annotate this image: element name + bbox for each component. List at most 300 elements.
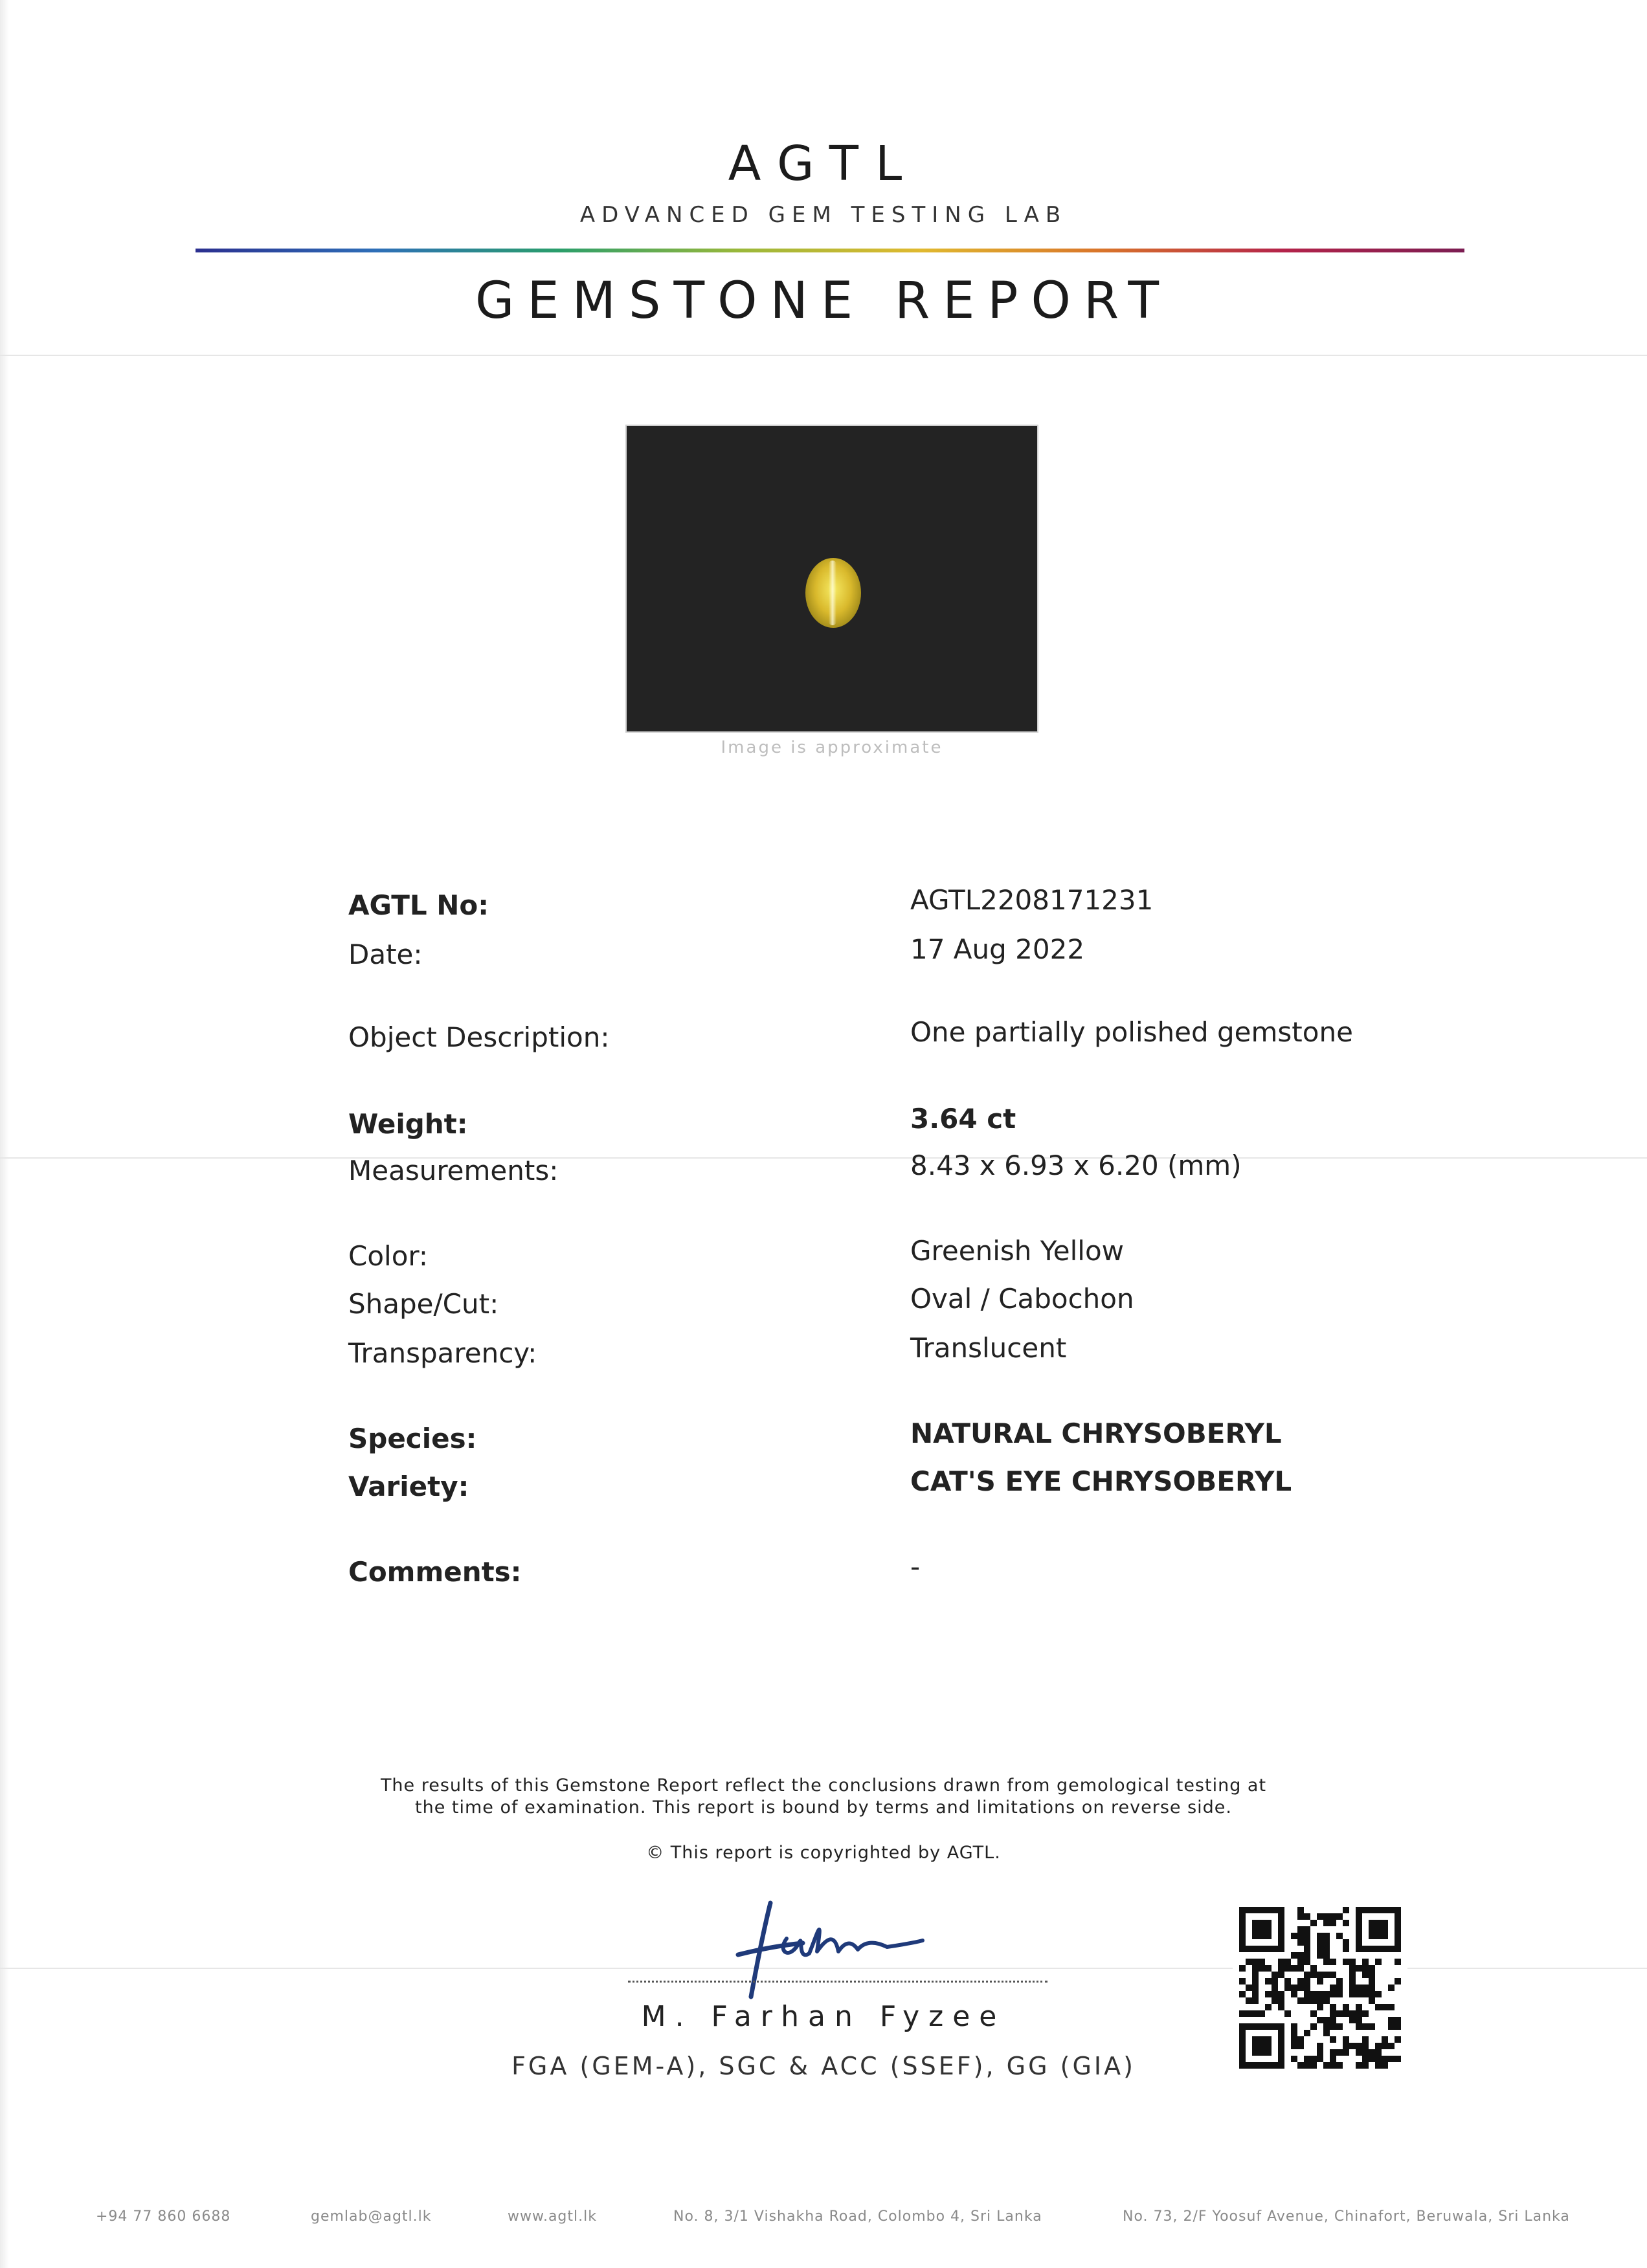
qr-module xyxy=(1343,2010,1349,2017)
qr-module xyxy=(1284,1984,1291,1991)
qr-module xyxy=(1369,1965,1375,1972)
qr-module xyxy=(1297,1933,1304,1939)
qr-module xyxy=(1330,1913,1336,1920)
qr-module xyxy=(1310,1965,1317,1972)
qr-module xyxy=(1291,2030,1297,2036)
qr-module xyxy=(1239,1920,1246,1926)
footer-email: gemlab@agtl.lk xyxy=(311,2208,432,2225)
qr-module xyxy=(1323,2017,1330,2023)
qr-module xyxy=(1291,1933,1297,1939)
qr-module xyxy=(1323,1946,1330,1952)
qr-module xyxy=(1297,1939,1304,1946)
qr-module xyxy=(1382,1933,1388,1939)
qr-module xyxy=(1239,1926,1246,1933)
lab-name: AGTL xyxy=(728,136,919,192)
qr-module xyxy=(1362,1959,1369,1965)
qr-module xyxy=(1252,1997,1259,2004)
qr-module xyxy=(1265,1965,1272,1972)
qr-module xyxy=(1369,1920,1375,1926)
qr-module xyxy=(1278,1913,1284,1920)
qr-module xyxy=(1304,1997,1310,2004)
qr-module xyxy=(1349,2010,1356,2017)
qr-module xyxy=(1239,1991,1246,1997)
qr-module xyxy=(1395,1926,1401,1933)
qr-module xyxy=(1278,1972,1284,1978)
qr-module xyxy=(1278,2036,1284,2043)
fold-line xyxy=(0,355,1647,356)
lab-full-name: ADVANCED GEM TESTING LAB xyxy=(579,202,1068,228)
qr-module xyxy=(1362,2043,1369,2049)
qr-module xyxy=(1395,1946,1401,1952)
qr-module xyxy=(1317,2017,1323,2023)
qr-module xyxy=(1278,1907,1284,1913)
field-label-color: Color: xyxy=(348,1240,429,1272)
qr-module xyxy=(1265,1933,1272,1939)
scan-edge xyxy=(0,0,9,2268)
qr-module xyxy=(1356,2049,1362,2056)
qr-module xyxy=(1323,1959,1330,1965)
qr-module xyxy=(1297,2043,1304,2049)
qr-module xyxy=(1291,2036,1297,2043)
qr-module xyxy=(1297,1965,1304,1972)
qr-module xyxy=(1272,1984,1278,1991)
qr-module xyxy=(1239,2023,1246,2030)
qr-module xyxy=(1278,1959,1284,1965)
qr-module xyxy=(1323,1913,1330,1920)
qr-module xyxy=(1323,2062,1330,2069)
qr-module xyxy=(1252,1907,1259,1913)
qr-module xyxy=(1291,2056,1297,2062)
qr-module xyxy=(1259,1965,1265,1972)
qr-module xyxy=(1304,2030,1310,2036)
field-label-shape-cut: Shape/Cut: xyxy=(348,1288,499,1320)
qr-module xyxy=(1317,1933,1323,1939)
qr-module xyxy=(1369,1991,1375,1997)
qr-module xyxy=(1375,1907,1382,1913)
qr-module xyxy=(1323,1939,1330,1946)
qr-module xyxy=(1336,2023,1343,2030)
qr-module xyxy=(1304,1946,1310,1952)
qr-module xyxy=(1388,2017,1395,2023)
field-label-date: Date: xyxy=(348,939,423,970)
qr-module xyxy=(1336,2049,1343,2056)
qr-module xyxy=(1330,1991,1336,1997)
qr-module xyxy=(1239,2062,1246,2069)
field-value-transparency: Translucent xyxy=(910,1332,1067,1364)
qr-module xyxy=(1382,1946,1388,1952)
qr-module xyxy=(1297,1984,1304,1991)
qr-module xyxy=(1259,2023,1265,2030)
qr-module xyxy=(1272,1907,1278,1913)
qr-module xyxy=(1259,1926,1265,1933)
qr-module xyxy=(1272,1997,1278,2004)
qr-module xyxy=(1375,2056,1382,2062)
qr-module xyxy=(1252,2043,1259,2049)
qr-module xyxy=(1246,1907,1252,1913)
qr-module xyxy=(1369,1907,1375,1913)
qr-module xyxy=(1304,1991,1310,1997)
copyright-notice: © This report is copyrighted by AGTL. xyxy=(646,1843,1001,1863)
qr-module xyxy=(1382,2056,1388,2062)
qr-module xyxy=(1246,1959,1252,1965)
qr-module xyxy=(1317,2049,1323,2056)
qr-module xyxy=(1356,2010,1362,2017)
qr-module xyxy=(1362,2023,1369,2030)
fold-line xyxy=(0,1157,1647,1159)
qr-module xyxy=(1369,1933,1375,1939)
qr-module xyxy=(1317,1939,1323,1946)
qr-module xyxy=(1239,1939,1246,1946)
qr-module xyxy=(1259,2043,1265,2049)
qr-module xyxy=(1297,2036,1304,2043)
qr-module xyxy=(1317,1991,1323,1997)
field-value-comments: - xyxy=(910,1551,921,1583)
field-value-variety: CAT'S EYE CHRYSOBERYL xyxy=(910,1465,1292,1497)
qr-module xyxy=(1330,2056,1336,2062)
qr-module xyxy=(1343,1920,1349,1926)
qr-module xyxy=(1375,2062,1382,2069)
qr-module xyxy=(1278,1920,1284,1926)
qr-module xyxy=(1304,2056,1310,2062)
qr-module xyxy=(1252,1978,1259,1984)
qr-module xyxy=(1369,2049,1375,2056)
qr-module xyxy=(1382,2036,1388,2043)
qr-module xyxy=(1382,2043,1388,2049)
qr-module xyxy=(1375,1991,1382,1997)
qr-module xyxy=(1310,2010,1317,2017)
qr-module xyxy=(1369,1978,1375,1984)
qr-module xyxy=(1278,1946,1284,1952)
qr-module xyxy=(1291,2023,1297,2030)
qr-module xyxy=(1388,1946,1395,1952)
qr-module xyxy=(1375,1926,1382,1933)
qr-module xyxy=(1265,1920,1272,1926)
qr-module xyxy=(1272,1978,1278,1984)
qr-module xyxy=(1265,2049,1272,2056)
qr-module xyxy=(1239,2010,1246,2017)
disclaimer-line: the time of examination. This report is bound by terms and limitations on reverse side. xyxy=(415,1797,1232,1818)
qr-module xyxy=(1349,1978,1356,1984)
qr-module xyxy=(1284,1959,1291,1965)
qr-module xyxy=(1323,1972,1330,1978)
qr-module xyxy=(1375,2043,1382,2049)
qr-module xyxy=(1291,1965,1297,1972)
qr-module xyxy=(1284,2010,1291,2017)
field-label-comments: Comments: xyxy=(348,1556,522,1588)
qr-module xyxy=(1252,1920,1259,1926)
qr-module xyxy=(1252,2036,1259,2043)
field-value-weight: 3.64 ct xyxy=(910,1103,1016,1135)
qr-module xyxy=(1239,1965,1246,1972)
qr-module xyxy=(1356,1965,1362,1972)
qr-module xyxy=(1382,2004,1388,2010)
qr-module xyxy=(1278,2056,1284,2062)
qr-module xyxy=(1323,1920,1330,1926)
qr-module xyxy=(1246,1946,1252,1952)
qr-module xyxy=(1375,1959,1382,1965)
qr-module xyxy=(1343,2004,1349,2010)
field-label-object-description: Object Description: xyxy=(348,1021,610,1053)
qr-module xyxy=(1265,2036,1272,2043)
qr-module xyxy=(1310,2023,1317,2030)
qr-module xyxy=(1369,1984,1375,1991)
qr-module xyxy=(1330,2017,1336,2023)
qr-module xyxy=(1304,1939,1310,1946)
qr-module xyxy=(1259,2010,1265,2017)
qr-module xyxy=(1362,1965,1369,1972)
qr-module xyxy=(1395,1939,1401,1946)
qr-module xyxy=(1265,1991,1272,1997)
qr-module xyxy=(1272,1946,1278,1952)
qr-module xyxy=(1317,1913,1323,1920)
qr-module xyxy=(1252,1984,1259,1991)
qr-module xyxy=(1265,1926,1272,1933)
report-title: GEMSTONE REPORT xyxy=(475,272,1172,330)
qr-module xyxy=(1252,1965,1259,1972)
qr-module xyxy=(1356,1933,1362,1939)
qr-module xyxy=(1382,1926,1388,1933)
qr-module xyxy=(1297,2062,1304,2069)
qr-module xyxy=(1259,2062,1265,2069)
qr-module xyxy=(1330,2049,1336,2056)
qr-module xyxy=(1336,1991,1343,1997)
qr-module xyxy=(1395,1959,1401,1965)
qr-code[interactable] xyxy=(1233,1900,1407,2075)
qr-module xyxy=(1297,1959,1304,1965)
qr-module xyxy=(1382,2062,1388,2069)
qr-module xyxy=(1239,2036,1246,2043)
qr-module xyxy=(1265,1907,1272,1913)
qr-module xyxy=(1278,1997,1284,2004)
qr-module xyxy=(1304,1984,1310,1991)
qr-module xyxy=(1252,1933,1259,1939)
qr-module xyxy=(1388,2004,1395,2010)
qr-module xyxy=(1304,1972,1310,1978)
qr-module xyxy=(1336,1913,1343,1920)
qr-module xyxy=(1304,1933,1310,1939)
qr-module xyxy=(1310,1972,1317,1978)
qr-module xyxy=(1317,2043,1323,2049)
qr-module xyxy=(1362,1946,1369,1952)
qr-module xyxy=(1252,2023,1259,2030)
qr-module xyxy=(1304,1952,1310,1959)
qr-module xyxy=(1356,2043,1362,2049)
qr-module xyxy=(1323,1997,1330,2004)
spectrum-divider xyxy=(196,249,1464,252)
qr-module xyxy=(1375,2049,1382,2056)
qr-module xyxy=(1343,2049,1349,2056)
qr-module xyxy=(1323,1991,1330,1997)
qr-module xyxy=(1369,1946,1375,1952)
qr-module xyxy=(1356,1907,1362,1913)
qr-module xyxy=(1265,2004,1272,2010)
qr-module xyxy=(1278,1926,1284,1933)
qr-module xyxy=(1330,2010,1336,2017)
qr-module xyxy=(1252,1972,1259,1978)
qr-module xyxy=(1395,1913,1401,1920)
qr-module xyxy=(1278,1965,1284,1972)
qr-module xyxy=(1291,2043,1297,2049)
qr-module xyxy=(1330,2023,1336,2030)
qr-module xyxy=(1330,2004,1336,2010)
qr-module xyxy=(1317,1972,1323,1978)
qr-module xyxy=(1291,1991,1297,1997)
footer-phone: +94 77 860 6688 xyxy=(96,2208,231,2225)
qr-module xyxy=(1356,2023,1362,2030)
qr-module xyxy=(1395,2056,1401,2062)
qr-module xyxy=(1297,1907,1304,1913)
qr-module xyxy=(1395,1978,1401,1984)
qr-module xyxy=(1349,1972,1356,1978)
signature-line xyxy=(628,1981,1048,1983)
qr-module xyxy=(1375,1946,1382,1952)
qr-module xyxy=(1239,1913,1246,1920)
qr-module xyxy=(1362,2062,1369,2069)
qr-module xyxy=(1246,2010,1252,2017)
qr-module xyxy=(1278,1991,1284,1997)
field-value-date: 17 Aug 2022 xyxy=(910,933,1085,965)
qr-module xyxy=(1362,1984,1369,1991)
qr-module xyxy=(1259,2049,1265,2056)
qr-module xyxy=(1356,1939,1362,1946)
qr-module xyxy=(1356,1926,1362,1933)
disclaimer xyxy=(0,1775,1647,1819)
qr-module xyxy=(1317,1952,1323,1959)
qr-module xyxy=(1317,1997,1323,2004)
field-value-measurements: 8.43 x 6.93 x 6.20 (mm) xyxy=(910,1150,1242,1181)
qr-module xyxy=(1369,1972,1375,1978)
qr-module xyxy=(1246,1997,1252,2004)
footer-address-colombo: No. 8, 3/1 Vishakha Road, Colombo 4, Sri Lanka xyxy=(673,2208,1042,2225)
qr-module xyxy=(1343,1939,1349,1946)
qr-module xyxy=(1356,1984,1362,1991)
qr-module xyxy=(1297,1952,1304,1959)
qr-module xyxy=(1362,1991,1369,1997)
qr-module xyxy=(1362,1907,1369,1913)
qr-module xyxy=(1310,2056,1317,2062)
qr-module xyxy=(1349,2017,1356,2023)
qr-module xyxy=(1272,2062,1278,2069)
qr-module xyxy=(1362,2056,1369,2062)
field-label-agtl-no: AGTL No: xyxy=(348,889,489,921)
qr-module xyxy=(1349,1984,1356,1991)
qr-module xyxy=(1356,1913,1362,1920)
qr-module xyxy=(1336,1978,1343,1984)
signature xyxy=(725,1890,932,2007)
qr-module xyxy=(1375,1920,1382,1926)
field-value-color: Greenish Yellow xyxy=(910,1235,1125,1267)
qr-module xyxy=(1375,1933,1382,1939)
qr-module xyxy=(1362,2049,1369,2056)
qr-module xyxy=(1252,2049,1259,2056)
qr-module xyxy=(1336,2062,1343,2069)
qr-module xyxy=(1395,2023,1401,2030)
qr-module xyxy=(1239,1978,1246,1984)
field-value-species: NATURAL CHRYSOBERYL xyxy=(910,1418,1282,1449)
qr-module xyxy=(1278,1939,1284,1946)
signer-name: M. Farhan Fyzee xyxy=(641,2000,1006,2033)
qr-module xyxy=(1304,1959,1310,1965)
field-label-weight: Weight: xyxy=(348,1108,468,1140)
qr-module xyxy=(1349,2043,1356,2049)
signer-credentials: FGA (GEM-A), SGC & ACC (SSEF), GG (GIA) xyxy=(511,2052,1136,2080)
footer-website: www.agtl.lk xyxy=(508,2208,597,2225)
qr-module xyxy=(1349,1965,1356,1972)
qr-module xyxy=(1252,1946,1259,1952)
field-value-shape-cut: Oval / Cabochon xyxy=(910,1283,1134,1315)
qr-module xyxy=(1330,2062,1336,2069)
qr-module xyxy=(1323,1933,1330,1939)
field-label-measurements: Measurements: xyxy=(348,1155,559,1186)
qr-module xyxy=(1252,1959,1259,1965)
qr-module xyxy=(1369,1997,1375,2004)
qr-module xyxy=(1297,1913,1304,1920)
qr-module xyxy=(1278,2043,1284,2049)
qr-module xyxy=(1297,1978,1304,1984)
qr-module xyxy=(1349,1991,1356,1997)
qr-module xyxy=(1356,1946,1362,1952)
qr-module xyxy=(1343,1946,1349,1952)
field-value-agtl-no: AGTL2208171231 xyxy=(910,884,1154,916)
qr-module xyxy=(1343,1907,1349,1913)
qr-module xyxy=(1317,1978,1323,1984)
qr-module xyxy=(1330,1920,1336,1926)
qr-module xyxy=(1369,2056,1375,2062)
qr-module xyxy=(1395,1920,1401,1926)
qr-module xyxy=(1343,2043,1349,2049)
qr-module xyxy=(1252,2062,1259,2069)
qr-module xyxy=(1284,1965,1291,1972)
qr-module xyxy=(1317,1946,1323,1952)
qr-module xyxy=(1388,1984,1395,1991)
qr-module xyxy=(1362,2010,1369,2017)
qr-module xyxy=(1278,2030,1284,2036)
qr-module xyxy=(1330,1959,1336,1965)
qr-module xyxy=(1375,2004,1382,2010)
field-label-variety: Variety: xyxy=(348,1471,469,1502)
qr-module xyxy=(1239,1907,1246,1913)
qr-module xyxy=(1278,2049,1284,2056)
qr-module xyxy=(1356,2004,1362,2010)
qr-module xyxy=(1259,2036,1265,2043)
qr-module xyxy=(1356,2062,1362,2069)
qr-module xyxy=(1304,1913,1310,1920)
qr-module xyxy=(1278,2023,1284,2030)
field-label-species: Species: xyxy=(348,1423,477,1454)
qr-module xyxy=(1297,1997,1304,2004)
qr-module xyxy=(1369,1926,1375,1933)
qr-module xyxy=(1362,1972,1369,1978)
qr-module xyxy=(1369,2023,1375,2030)
qr-module xyxy=(1297,1926,1304,1933)
qr-module xyxy=(1272,2023,1278,2030)
qr-module xyxy=(1272,1972,1278,1978)
qr-module xyxy=(1343,1959,1349,1965)
qr-module xyxy=(1388,2056,1395,2062)
qr-module xyxy=(1310,2062,1317,2069)
qr-module xyxy=(1336,2010,1343,2017)
cats-eye-band xyxy=(829,561,836,625)
qr-module xyxy=(1239,2049,1246,2056)
qr-module xyxy=(1323,1952,1330,1959)
qr-module xyxy=(1323,2030,1330,2036)
qr-module xyxy=(1356,1991,1362,1997)
footer-address-beruwala: No. 73, 2/F Yoosuf Avenue, Chinafort, Beruwala, Sri Lanka xyxy=(1123,2208,1570,2225)
qr-module xyxy=(1265,2043,1272,2049)
field-value-object-description: One partially polished gemstone xyxy=(910,1016,1353,1048)
qr-module xyxy=(1304,2062,1310,2069)
qr-module xyxy=(1388,1907,1395,1913)
